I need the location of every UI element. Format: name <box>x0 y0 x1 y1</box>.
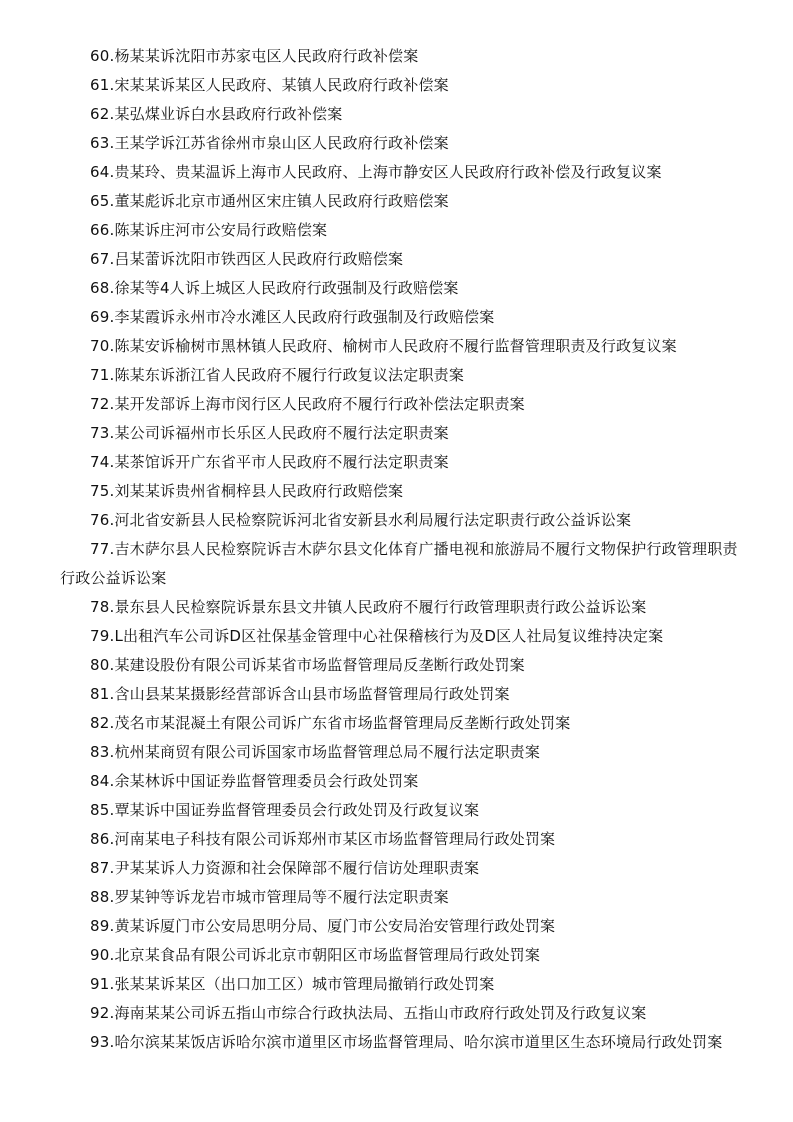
list-item: 72.某开发部诉上海市闵行区人民政府不履行行政补偿法定职责案 <box>90 395 525 413</box>
list-item: 69.李某霞诉永州市冷水滩区人民政府行政强制及行政赔偿案 <box>90 308 495 326</box>
case-list <box>60 42 750 1057</box>
list-item: 93.哈尔滨某某饭店诉哈尔滨市道里区市场监督管理局、哈尔滨市道里区生态环境局行政处罚案 <box>90 1033 723 1051</box>
list-item: 81.含山县某某摄影经营部诉含山县市场监督管理局行政处罚案 <box>90 685 510 703</box>
list-item: 66.陈某诉庄河市公安局行政赔偿案 <box>90 221 328 239</box>
list-item: 62.某弘煤业诉白水县政府行政补偿案 <box>90 105 343 123</box>
list-item: 73.某公司诉福州市长乐区人民政府不履行法定职责案 <box>90 424 449 442</box>
list-item: 76.河北省安新县人民检察院诉河北省安新县水利局履行法定职责行政公益诉讼案 <box>90 511 632 529</box>
list-item: 89.黄某诉厦门市公安局思明分局、厦门市公安局治安管理行政处罚案 <box>90 917 556 935</box>
list-item: 75.刘某某诉贵州省桐梓县人民政府行政赔偿案 <box>90 482 404 500</box>
list-item: 92.海南某某公司诉五指山市综合行政执法局、五指山市政府行政处罚及行政复议案 <box>90 1004 647 1022</box>
list-item: 86.河南某电子科技有限公司诉郑州市某区市场监督管理局行政处罚案 <box>90 830 556 848</box>
list-item: 84.余某林诉中国证券监督管理委员会行政处罚案 <box>90 772 419 790</box>
list-item: 63.王某学诉江苏省徐州市泉山区人民政府行政补偿案 <box>90 134 449 152</box>
list-item: 70.陈某安诉榆树市黑林镇人民政府、榆树市人民政府不履行监督管理职责及行政复议案 <box>90 337 677 355</box>
list-item: 83.杭州某商贸有限公司诉国家市场监督管理总局不履行法定职责案 <box>90 743 541 761</box>
list-item: 71.陈某东诉浙江省人民政府不履行行政复议法定职责案 <box>90 366 465 384</box>
list-item: 87.尹某某诉人力资源和社会保障部不履行信访处理职责案 <box>90 859 480 877</box>
list-item: 85.覃某诉中国证券监督管理委员会行政处罚及行政复议案 <box>90 801 480 819</box>
list-item: 64.贵某玲、贵某温诉上海市人民政府、上海市静安区人民政府行政补偿及行政复议案 <box>90 163 662 181</box>
list-item: 91.张某某诉某区（出口加工区）城市管理局撤销行政处罚案 <box>90 975 495 993</box>
list-item: 90.北京某食品有限公司诉北京市朝阳区市场监督管理局行政处罚案 <box>90 946 541 964</box>
list-item: 77.吉木萨尔县人民检察院诉吉木萨尔县文化体育广播电视和旅游局不履行文物保护行政管理职责行政公益诉讼案 <box>60 540 738 587</box>
list-item: 88.罗某钟等诉龙岩市城市管理局等不履行法定职责案 <box>90 888 449 906</box>
list-item: 80.某建设股份有限公司诉某省市场监督管理局反垄断行政处罚案 <box>90 656 525 674</box>
list-item: 65.董某彪诉北京市通州区宋庄镇人民政府行政赔偿案 <box>90 192 449 210</box>
list-item: 68.徐某等4人诉上城区人民政府行政强制及行政赔偿案 <box>90 279 459 297</box>
list-item: 67.吕某蕾诉沈阳市铁西区人民政府行政赔偿案 <box>90 250 404 268</box>
list-item: 82.茂名市某混凝土有限公司诉广东省市场监督管理局反垄断行政处罚案 <box>90 714 571 732</box>
list-item: 74.某茶馆诉开广东省平市人民政府不履行法定职责案 <box>90 453 449 471</box>
list-item: 78.景东县人民检察院诉景东县文井镇人民政府不履行行政管理职责行政公益诉讼案 <box>90 598 647 616</box>
list-item: 79.L出租汽车公司诉D区社保基金管理中心社保稽核行为及D区人社局复议维持决定案 <box>90 627 664 645</box>
list-item: 60.杨某某诉沈阳市苏家屯区人民政府行政补偿案 <box>90 47 419 65</box>
list-item: 61.宋某某诉某区人民政府、某镇人民政府行政补偿案 <box>90 76 449 94</box>
